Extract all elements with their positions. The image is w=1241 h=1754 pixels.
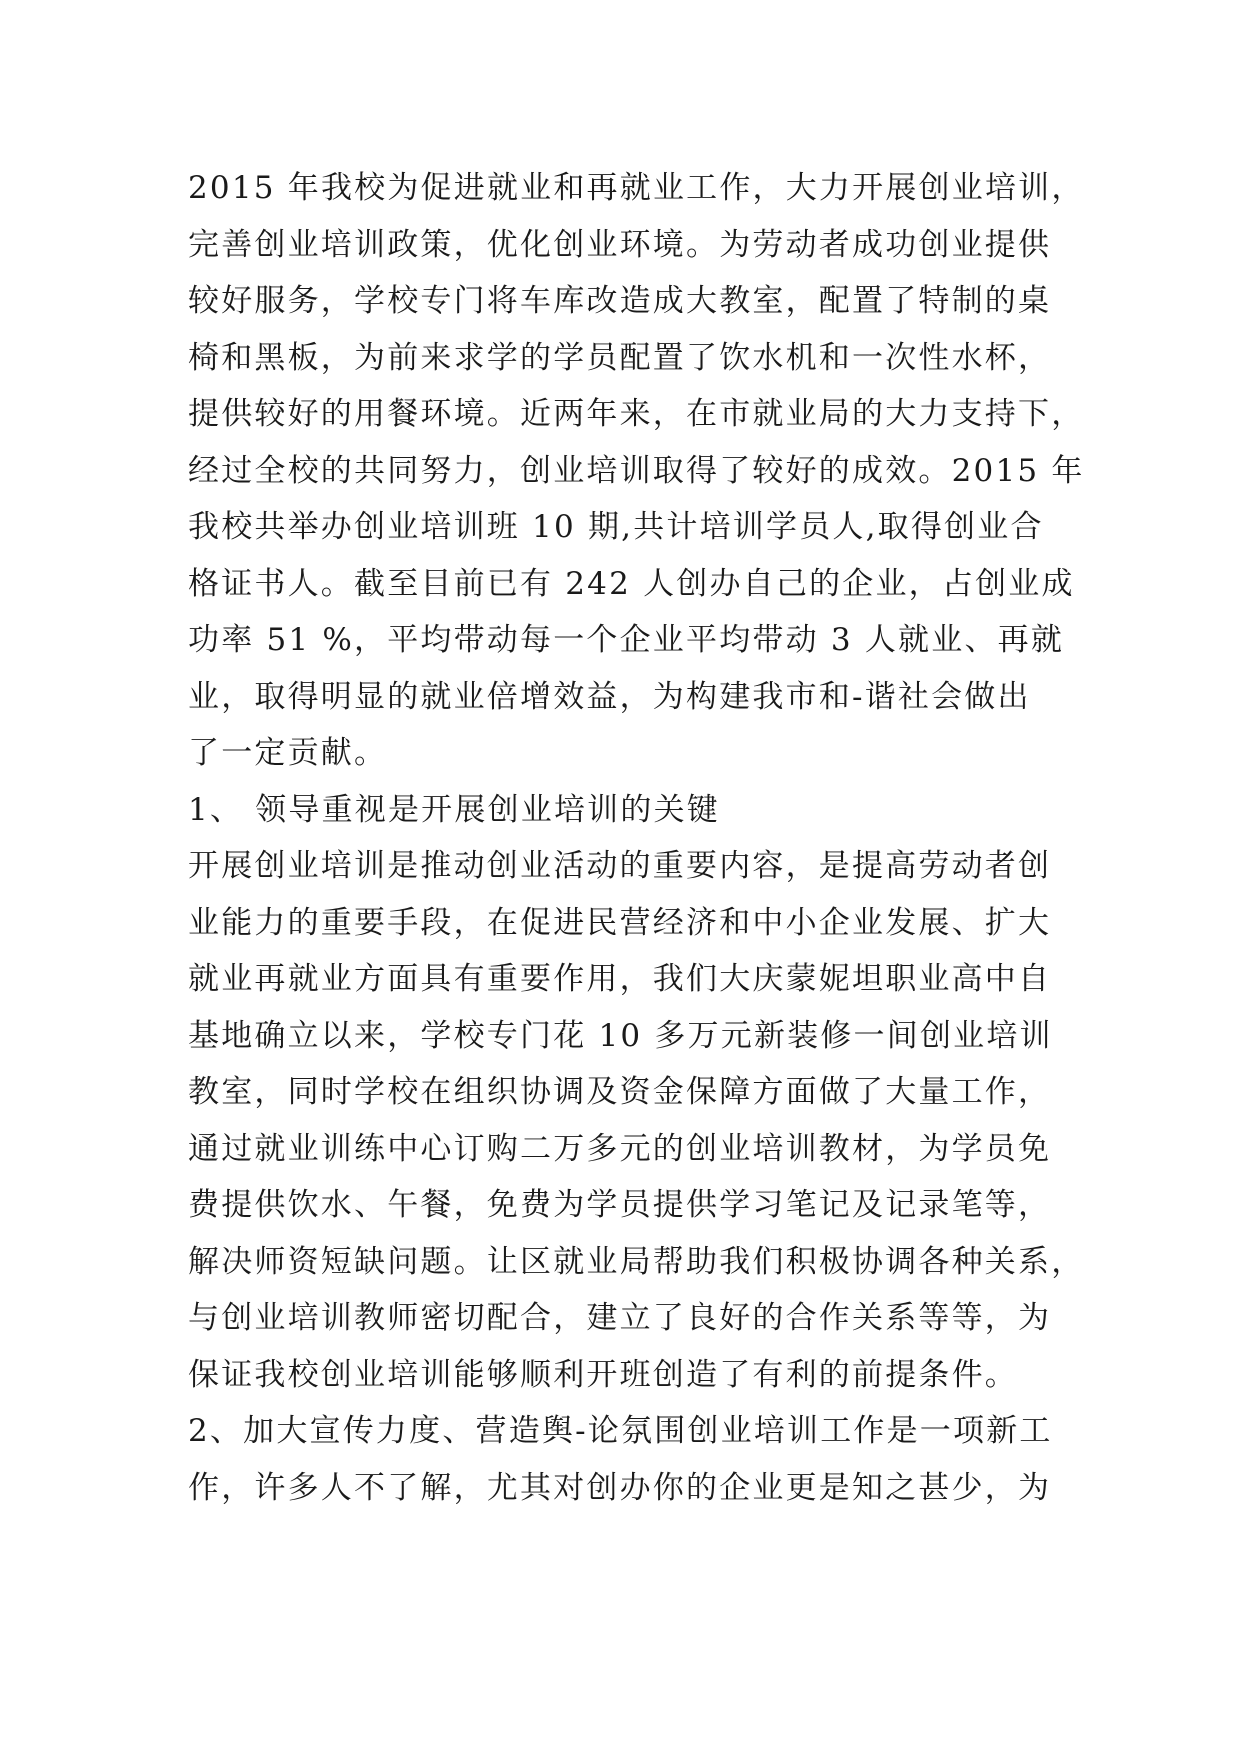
text-line: 基地确立以来，学校专门花 10 多万元新装修一间创业培训 — [188, 1017, 1053, 1054]
text-line: 较好服务，学校专门将车库改造成大教室，配置了特制的桌 — [188, 283, 1052, 319]
text-line: 2015 年我校为促进就业和再就业工作，大力开展创业培训， — [188, 170, 1085, 206]
text-line: 就业再就业方面具有重要作用，我们大庆蒙妮坦职业高中自 — [188, 961, 1052, 997]
text-line: 通过就业训练中心订购二万多元的创业培训教材，为学员免 — [188, 1130, 1052, 1167]
text-line: 功率 51 %，平均带动每一个企业平均带动 3 人就业、再就 — [188, 622, 1065, 658]
text-line: 我校共举办创业培训班 10 期,共计培训学员人,取得创业合 — [188, 509, 1044, 545]
text-line: 完善创业培训政策，优化创业环境。为劳动者成功创业提供 — [188, 226, 1052, 263]
text-line: 椅和黑板，为前来求学的学员配置了饮水机和一次性水杯， — [188, 339, 1052, 376]
text-line: 开展创业培训是推动创业活动的重要内容，是提高劳动者创 — [188, 848, 1052, 884]
text-line: 教室，同时学校在组织协调及资金保障方面做了大量工作， — [188, 1074, 1052, 1110]
text-line: 业能力的重要手段，在促进民营经济和中小企业发展、扩大 — [188, 904, 1052, 941]
text-line: 作，许多人不了解，尤其对创办你的企业更是知之甚少，为 — [188, 1469, 1052, 1506]
text-line: 经过全校的共同努力，创业培训取得了较好的成效。2015 年 — [188, 452, 1085, 489]
text-line: 提供较好的用餐环境。近两年来，在市就业局的大力支持下， — [188, 396, 1085, 432]
text-line: 了一定贡献。 — [188, 735, 388, 771]
text-line: 解决师资短缺问题。让区就业局帮助我们积极协调各种关系， — [188, 1243, 1085, 1280]
text-line: 业，取得明显的就业倍增效益，为构建我市和-谐社会做出 — [188, 678, 1031, 715]
section-heading: 1、 领导重视是开展创业培训的关键 — [188, 791, 720, 828]
text-line: 2、加大宣传力度、营造舆-论氛围创业培训工作是一项新工 — [188, 1413, 1053, 1449]
body-text — [188, 160, 1085, 1516]
text-line: 与创业培训教师密切配合，建立了良好的合作关系等等，为 — [188, 1300, 1052, 1336]
text-line: 保证我校创业培训能够顺利开班创造了有利的前提条件。 — [188, 1356, 1018, 1393]
text-line: 费提供饮水、午餐，免费为学员提供学习笔记及记录笔等， — [188, 1187, 1052, 1223]
text-line: 格证书人。截至目前已有 242 人创办自己的企业，占创业成 — [188, 565, 1075, 602]
